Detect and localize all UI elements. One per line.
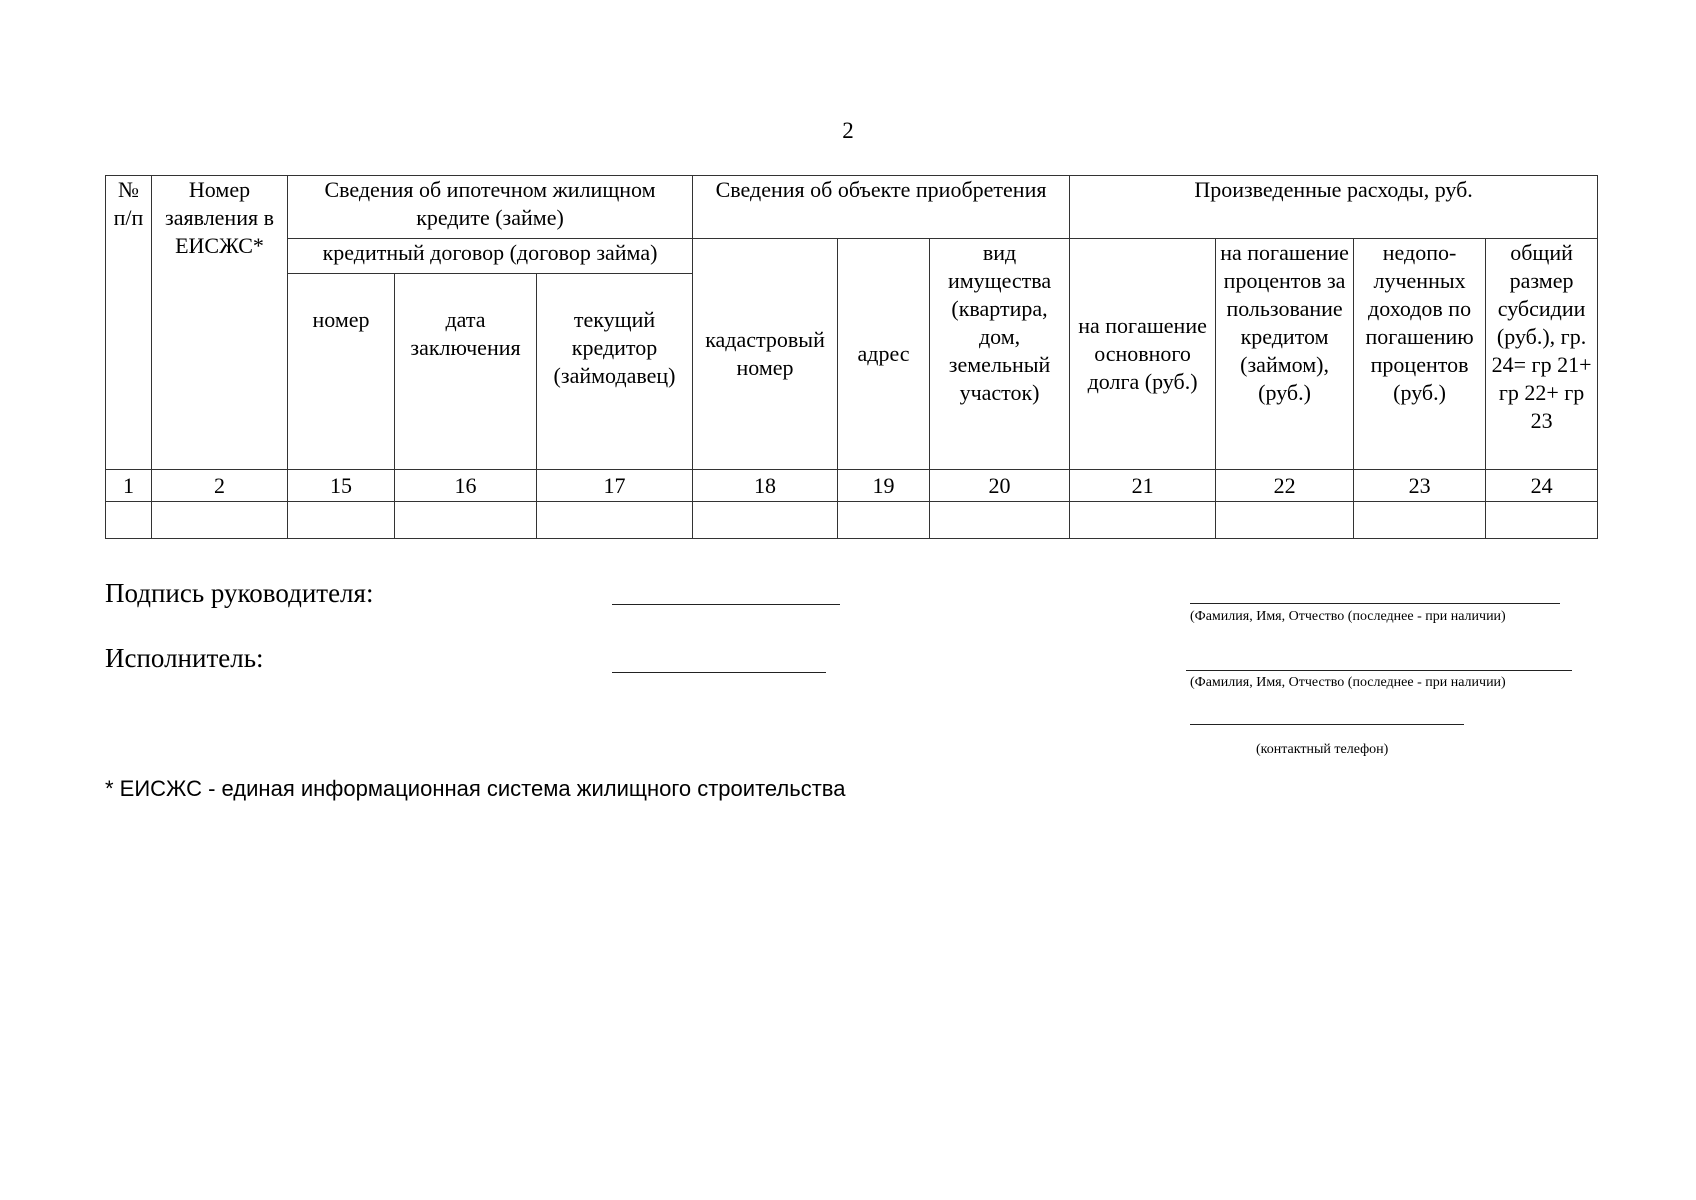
head-fio-line: [1190, 603, 1560, 604]
header-lost-income: недопо-лученных доходов по погашению процентов (руб.): [1354, 239, 1486, 470]
column-number: 18: [693, 470, 838, 502]
executor-fio-line: [1186, 670, 1572, 671]
empty-cell: [838, 502, 930, 539]
column-number: 2: [152, 470, 288, 502]
executor-fio-caption: (Фамилия, Имя, Отчество (последнее - при наличии): [1190, 675, 1506, 690]
header-principal-repayment: на погашение основного долга (руб.): [1070, 239, 1216, 470]
header-contract-date: дата заключения: [395, 274, 537, 470]
empty-cell: [288, 502, 395, 539]
header-property-type: вид имущества (квартира, дом, земельный участок): [930, 239, 1070, 470]
executor-signature-line: [612, 672, 826, 673]
phone-line: [1190, 724, 1464, 725]
table-row: [106, 502, 1598, 539]
empty-cell: [693, 502, 838, 539]
column-number: 24: [1486, 470, 1598, 502]
header-total-subsidy: общий размер субсидии (руб.), гр. 24= гр 21+ гр 22+ гр 23: [1486, 239, 1598, 470]
header-expenses: Произведенные расходы, руб.: [1070, 176, 1598, 239]
empty-cell: [1216, 502, 1354, 539]
head-fio-caption: (Фамилия, Имя, Отчество (последнее - при наличии): [1190, 609, 1506, 624]
column-number: 21: [1070, 470, 1216, 502]
head-signature-label: Подпись руководителя:: [105, 578, 374, 608]
header-current-creditor: текущий кредитор (займодавец): [537, 274, 693, 470]
header-row-number: № п/п: [106, 176, 152, 470]
head-signature-line: [612, 604, 840, 605]
empty-cell: [1070, 502, 1216, 539]
header-address: адрес: [838, 239, 930, 470]
column-number: 19: [838, 470, 930, 502]
column-number: 22: [1216, 470, 1354, 502]
column-number: 17: [537, 470, 693, 502]
header-credit-info: Сведения об ипотечном жилищном кредите (займе): [288, 176, 693, 239]
empty-cell: [930, 502, 1070, 539]
executor-label: Исполнитель:: [105, 643, 264, 673]
column-number: 23: [1354, 470, 1486, 502]
report-table: [105, 175, 1598, 539]
empty-cell: [395, 502, 537, 539]
empty-cell: [537, 502, 693, 539]
header-object-info: Сведения об объекте приобретения: [693, 176, 1070, 239]
empty-cell: [1354, 502, 1486, 539]
column-number: 16: [395, 470, 537, 502]
column-number: 1: [106, 470, 152, 502]
empty-cell: [1486, 502, 1598, 539]
header-credit-contract: кредитный договор (договор займа): [288, 239, 693, 274]
header-cadastral-number: кадастровый номер: [693, 239, 838, 470]
footnote: * ЕИСЖС - единая информационная система жилищного строительства: [105, 776, 846, 801]
page-number: 2: [842, 118, 854, 143]
column-number: 15: [288, 470, 395, 502]
header-application-number: Номер заявления в ЕИСЖС*: [152, 176, 288, 470]
empty-cell: [152, 502, 288, 539]
phone-caption: (контактный телефон): [1256, 742, 1389, 757]
header-contract-number: номер: [288, 274, 395, 470]
empty-cell: [106, 502, 152, 539]
column-number: 20: [930, 470, 1070, 502]
header-interest-repayment: на погашение процентов за пользование кредитом (займом), (руб.): [1216, 239, 1354, 470]
